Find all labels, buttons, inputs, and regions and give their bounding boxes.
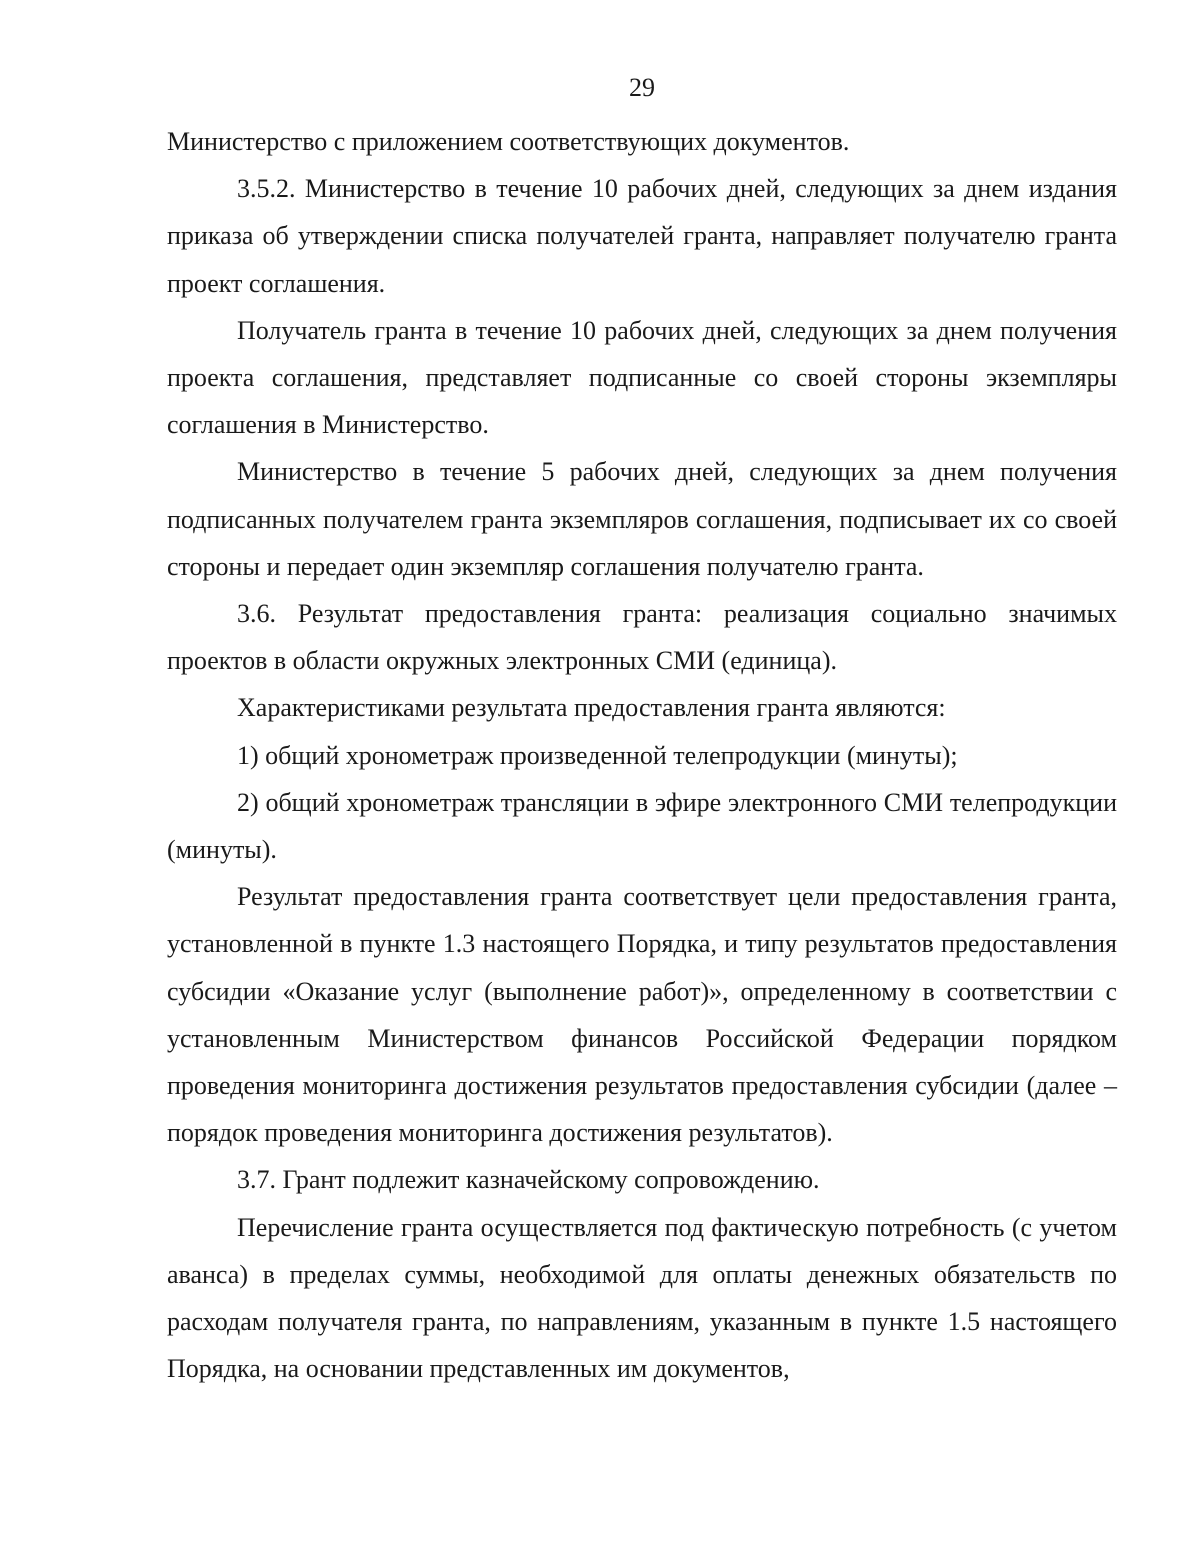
paragraph-3-6: 3.6. Результат предоставления гранта: реализация социально значимых проектов в области окружных электронных СМИ (единица). xyxy=(167,599,1117,676)
document-body xyxy=(167,118,1117,1392)
page-number: 29 xyxy=(629,73,655,102)
list-item-1: 1) общий хронометраж произведенной телепродукции (минуты); xyxy=(237,740,958,770)
paragraph-transfer: Перечисление гранта осуществляется под фактическую потребность (с учетом аванса) в пределах суммы, необходимой для оплаты денежных обязательств по расходам получателя гранта, по направлениям, указанным в пункте 1.5 настоящего Порядка, на основании представленных им документов, xyxy=(167,1212,1117,1384)
paragraph-recipient-signing: Получатель гранта в течение 10 рабочих дней, следующих за днем получения проекта соглашения, представляет подписанные со своей стороны экземпляры соглашения в Министерство. xyxy=(167,315,1117,440)
paragraph-ministry-signing: Министерство в течение 5 рабочих дней, следующих за днем получения подписанных получателем гранта экземпляров соглашения, подписывает их со своей стороны и передает один экземпляр соглашения получателю гранта. xyxy=(167,457,1117,581)
paragraph-3-5-2: 3.5.2. Министерство в течение 10 рабочих дней, следующих за днем издания приказа об утверждении списка получателей гранта, направляет получателю гранта проект соглашения. xyxy=(167,174,1117,298)
paragraph-result-compliance: Результат предоставления гранта соответствует цели предоставления гранта, установленной в пункте 1.3 настоящего Порядка, и типу результатов предоставления субсидии «Оказание услуг (выполнение работ)», определенному в соответствии с установленным Министерством финансов Российской Федерации порядком проведения мониторинга достижения результатов предоставления субсидии (далее – порядок проведения мониторинга достижения результатов). xyxy=(167,882,1117,1148)
paragraph-continuation: Министерство с приложением соответствующих документов. xyxy=(167,127,850,156)
paragraph-characteristics: Характеристиками результата предоставления гранта являются: xyxy=(237,693,946,723)
list-item-2: 2) общий хронометраж трансляции в эфире электронного СМИ телепродукции (минуты). xyxy=(167,787,1117,865)
paragraph-3-7: 3.7. Грант подлежит казначейскому сопровождению. xyxy=(237,1165,820,1195)
